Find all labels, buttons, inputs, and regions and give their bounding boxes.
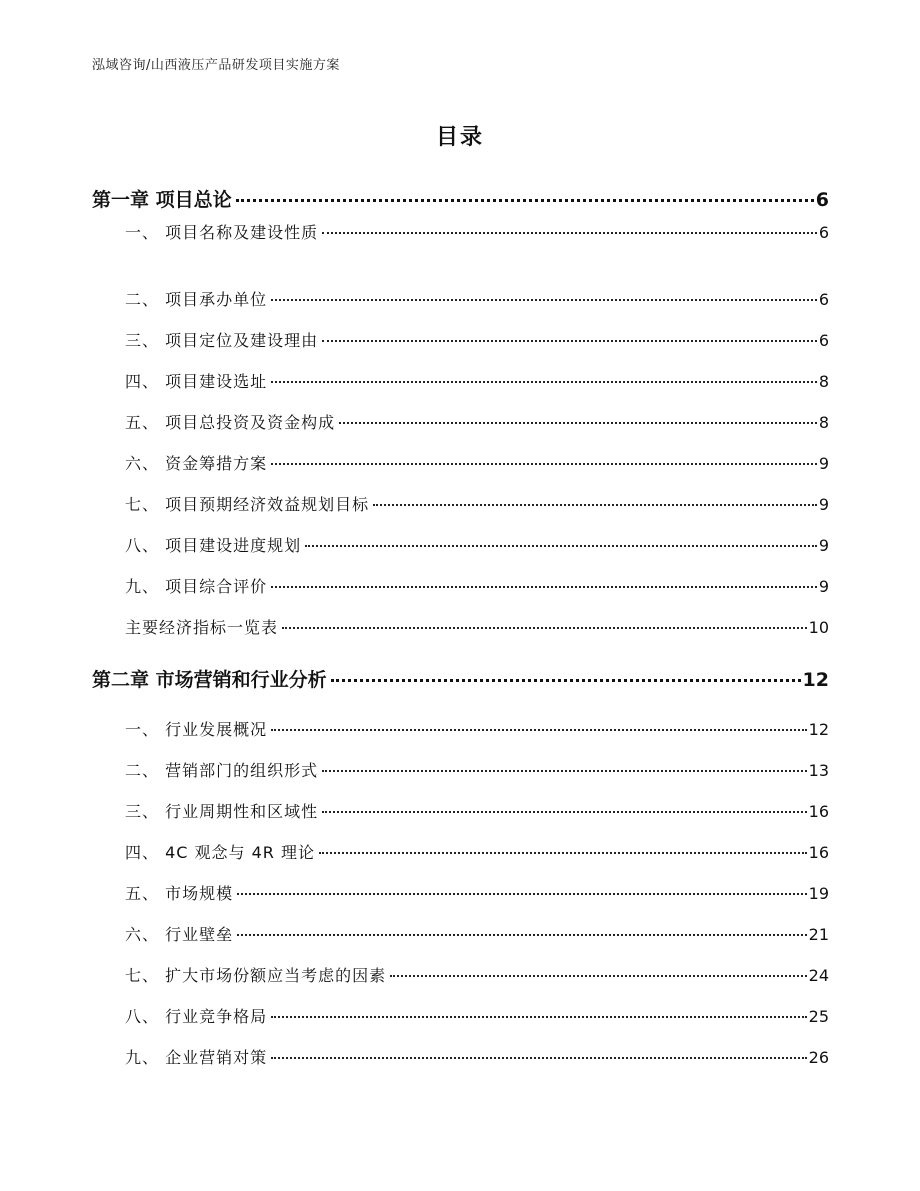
toc-section-entry[interactable]: [125, 328, 829, 351]
toc-entry-label: 二、 营销部门的组织形式: [125, 761, 319, 780]
toc-section-entry[interactable]: [125, 717, 829, 740]
toc-dot-leader: [390, 975, 807, 977]
toc-entry-label: 五、 市场规模: [125, 884, 234, 903]
toc-dot-leader: [322, 232, 817, 234]
toc-dot-leader: [237, 934, 807, 936]
toc-section-entry[interactable]: [125, 1045, 829, 1068]
toc-entry-page-number: 8: [818, 372, 829, 391]
toc-dot-leader: [236, 199, 814, 202]
toc-entry-page-number: 26: [808, 1048, 829, 1067]
toc-entry-label: 六、 资金筹措方案: [125, 454, 268, 473]
toc-entry-page-number: 16: [808, 843, 829, 862]
toc-entry-label: 六、 行业壁垒: [125, 925, 234, 944]
toc-entry-page-number: 9: [818, 577, 829, 596]
toc-section-entry[interactable]: [125, 840, 829, 863]
toc-dot-leader: [282, 627, 807, 629]
toc-section-entry[interactable]: [125, 533, 829, 556]
toc-dot-leader: [373, 504, 817, 506]
toc-entry-label: 四、 4C 观念与 4R 理论: [125, 843, 315, 862]
toc-entry-label: 七、 扩大市场份额应当考虑的因素: [125, 966, 387, 985]
toc-entry-page-number: 9: [818, 454, 829, 473]
toc-section-entry[interactable]: [125, 492, 829, 515]
toc-section-entry[interactable]: [125, 799, 829, 822]
toc-entry-page-number: 9: [818, 495, 829, 514]
toc-entry-page-number: 10: [808, 618, 829, 637]
toc-section-entry[interactable]: [125, 369, 829, 392]
toc-entry-label: 三、 行业周期性和区域性: [125, 802, 319, 821]
toc-section-entry[interactable]: [125, 963, 829, 986]
toc-entry-page-number: 25: [808, 1007, 829, 1026]
toc-section-entry[interactable]: [125, 615, 829, 638]
toc-entry-label: 九、 项目综合评价: [125, 577, 268, 596]
toc-dot-leader: [331, 679, 801, 682]
toc-section-entry[interactable]: [125, 758, 829, 781]
toc-entry-label: 一、 行业发展概况: [125, 720, 268, 739]
toc-entry-page-number: 19: [808, 884, 829, 903]
toc-entry-page-number: 12: [808, 720, 829, 739]
toc-dot-leader: [271, 1016, 807, 1018]
toc-section-entry[interactable]: [125, 881, 829, 904]
toc-entry-label: 七、 项目预期经济效益规划目标: [125, 495, 370, 514]
toc-chapter-entry[interactable]: [92, 665, 829, 692]
toc-section-entry[interactable]: [125, 220, 829, 243]
toc-section-entry[interactable]: [125, 287, 829, 310]
toc-dot-leader: [322, 811, 807, 813]
toc-entry-label: 主要经济指标一览表: [125, 618, 279, 637]
toc-dot-leader: [237, 893, 807, 895]
toc-entry-page-number: 24: [808, 966, 829, 985]
toc-entry-page-number: 8: [818, 413, 829, 432]
toc-entry-label: 第一章 项目总论: [92, 189, 232, 211]
toc-dot-leader: [339, 422, 817, 424]
toc-dot-leader: [322, 770, 807, 772]
toc-entry-label: 第二章 市场营销和行业分析: [92, 669, 327, 691]
toc-dot-leader: [271, 381, 817, 383]
toc-entry-label: 八、 行业竞争格局: [125, 1007, 268, 1026]
toc-entry-page-number: 13: [808, 761, 829, 780]
toc-entry-label: 三、 项目定位及建设理由: [125, 331, 319, 350]
toc-dot-leader: [322, 340, 817, 342]
toc-entry-label: 八、 项目建设进度规划: [125, 536, 302, 555]
toc-dot-leader: [271, 1057, 807, 1059]
toc-dot-leader: [271, 463, 817, 465]
toc-section-entry[interactable]: [125, 410, 829, 433]
toc-entry-page-number: 6: [815, 189, 829, 211]
toc-dot-leader: [319, 852, 807, 854]
toc-dot-leader: [271, 586, 817, 588]
toc-entry-label: 二、 项目承办单位: [125, 290, 268, 309]
toc-entry-page-number: 6: [818, 290, 829, 309]
toc-entry-page-number: 16: [808, 802, 829, 821]
toc-entry-label: 九、 企业营销对策: [125, 1048, 268, 1067]
toc-section-entry[interactable]: [125, 1004, 829, 1027]
toc-chapter-entry[interactable]: [92, 185, 829, 212]
toc-dot-leader: [271, 299, 817, 301]
toc-entry-label: 四、 项目建设选址: [125, 372, 268, 391]
toc-dot-leader: [271, 729, 807, 731]
toc-entry-page-number: 9: [818, 536, 829, 555]
toc-section-entry[interactable]: [125, 922, 829, 945]
toc-section-entry[interactable]: [125, 451, 829, 474]
toc-entry-page-number: 21: [808, 925, 829, 944]
toc-entry-page-number: 6: [818, 223, 829, 242]
toc-entry-label: 五、 项目总投资及资金构成: [125, 413, 336, 432]
toc-title: 目录: [435, 125, 484, 150]
toc-entry-page-number: 6: [818, 331, 829, 350]
toc-entry-label: 一、 项目名称及建设性质: [125, 223, 319, 242]
toc-entry-page-number: 12: [802, 669, 829, 691]
toc-dot-leader: [305, 545, 817, 547]
running-header: 泓域咨询/山西液压产品研发项目实施方案: [92, 58, 340, 73]
toc-section-entry[interactable]: [125, 574, 829, 597]
